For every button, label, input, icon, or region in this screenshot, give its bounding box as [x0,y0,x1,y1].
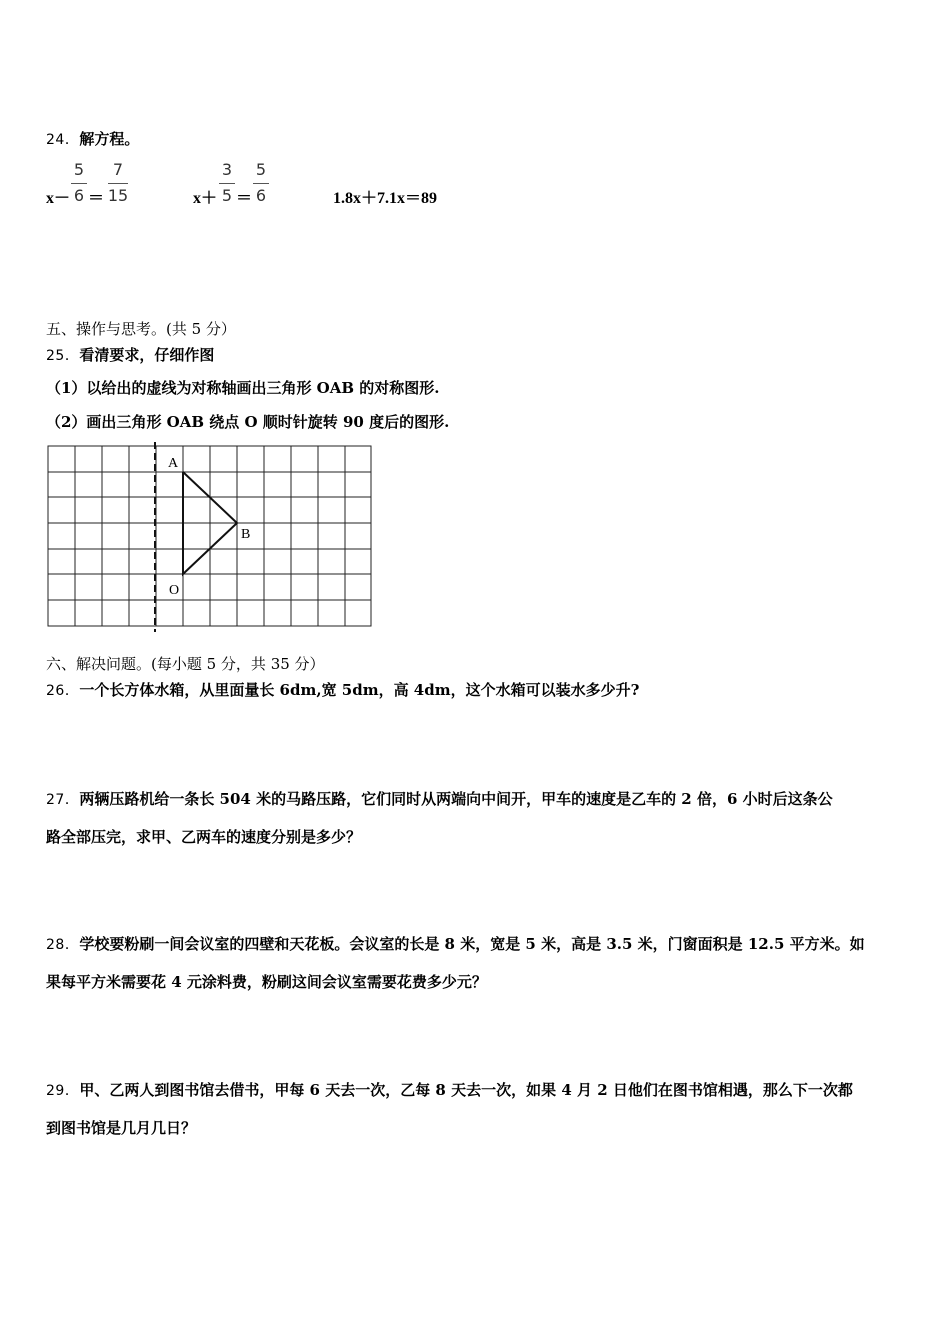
question-29-line-2: 到图书馆是几月几日？ [46,1119,197,1137]
eq2-fraction-bar-2 [253,183,269,184]
question-28-line-1: 28．学校要粉刷一间会议室的四壁和天花板。会议室的长是 8 米，宽是 5 米，高是 3.5 米，门窗面积是 12.5 平方米。如 [46,935,865,953]
grid-lines [48,446,371,626]
question-25-part-2: （2）画出三角形 OAB 绕点 O 顺时针旋转 90 度后的图形. [46,413,450,431]
question-28-line-2: 果每平方米需要花 4 元涂料费，粉刷这间会议室需要花费多少元？ [46,973,487,991]
question-25-title: 25．看清要求，仔细作图 [46,346,215,364]
question-29-line-1: 29．甲、乙两人到图书馆去借书，甲每 6 天去一次，乙每 8 天去一次，如果 4 月 2 日他们在图书馆相遇，那么下一次都 [46,1081,853,1099]
label-o: O [169,583,180,598]
eq1-denominator-2: 15 [107,186,129,205]
label-b: B [241,527,251,542]
eq1-denominator-1: 6 [73,186,85,205]
eq2-denominator-2: 6 [255,186,267,205]
eq1-fraction-bar-1 [71,183,87,184]
triangle-grid-figure [40,440,385,635]
section-6-title: 六、解决问题。(每小题 5 分，共 35 分） [46,655,325,673]
eq1-fraction-bar-2 [108,183,128,184]
question-27-line-2: 路全部压完，求甲、乙两车的速度分别是多少？ [46,828,362,846]
eq2-fraction-bar-1 [219,183,235,184]
section-5-title: 五、操作与思考。(共 5 分） [46,320,236,338]
eq2-numerator-1: 3 [221,160,233,179]
eq1-numerator-1: 5 [73,160,85,179]
eq2-denominator-1: 5 [221,186,233,205]
equation-3: 1.8x＋7.1x＝89 [333,190,438,207]
eq2-numerator-2: 5 [255,160,267,179]
question-25-part-1: （1）以给出的虚线为对称轴画出三角形 OAB 的对称图形. [46,379,440,397]
eq1-numerator-2: 7 [112,160,124,179]
question-27-line-1: 27．两辆压路机给一条长 504 米的马路压路，它们同时从两端向中间开，甲车的速度是乙车的 2 倍，6 小时后这条公 [46,790,833,808]
question-24-title: 24．解方程。 [46,130,140,148]
question-26: 26．一个长方体水箱，从里面量长 6dm,宽 5dm，高 4dm，这个水箱可以装水多少升? [46,681,640,699]
label-a: A [168,456,179,471]
worksheet-page: 24．解方程。 x－ 5 6 ＝ 7 15 x＋ 3 5 ＝ 5 6 1.8x＋7.1x＝89 五、操作与思考。(共 5 分） 25．看清要求，仔细作图 （1）以给出的虚线为对称轴画出三角形 OAB 的对称图形. （2）画出三角形 OAB 绕点 O 顺时针旋转 90 度后的图形. A B O 六、解决问题。(每小题 5 分，共 35 分） 26．一个长方体水箱，从里面量长 6dm,宽 5dm，高 4dm，这个水箱可以装水多少升? 27．两辆压路机给一条长 504 米的马路压路，它们同时从两端向中间开，甲车的速度是乙车的 2 倍，6 小时后这条公 路全部压完，求甲、乙两车的速度分别是多少？ 28．学校要粉刷一间会议室的四壁和天花板。会议室的长是 8 米，宽是 5 米，高是 3.5 米，门窗面积是 12.5 平方米。如 果每平方米需要花 4 元涂料费，粉刷这间会议室需要花费多少元？ 29．甲、乙两人到图书馆去借书，甲每 6 天去一次，乙每 8 天去一次，如果 4 月 2 日他们在图书馆相遇，那么下一次都 到图书馆是几月几日？ [0,0,950,1344]
